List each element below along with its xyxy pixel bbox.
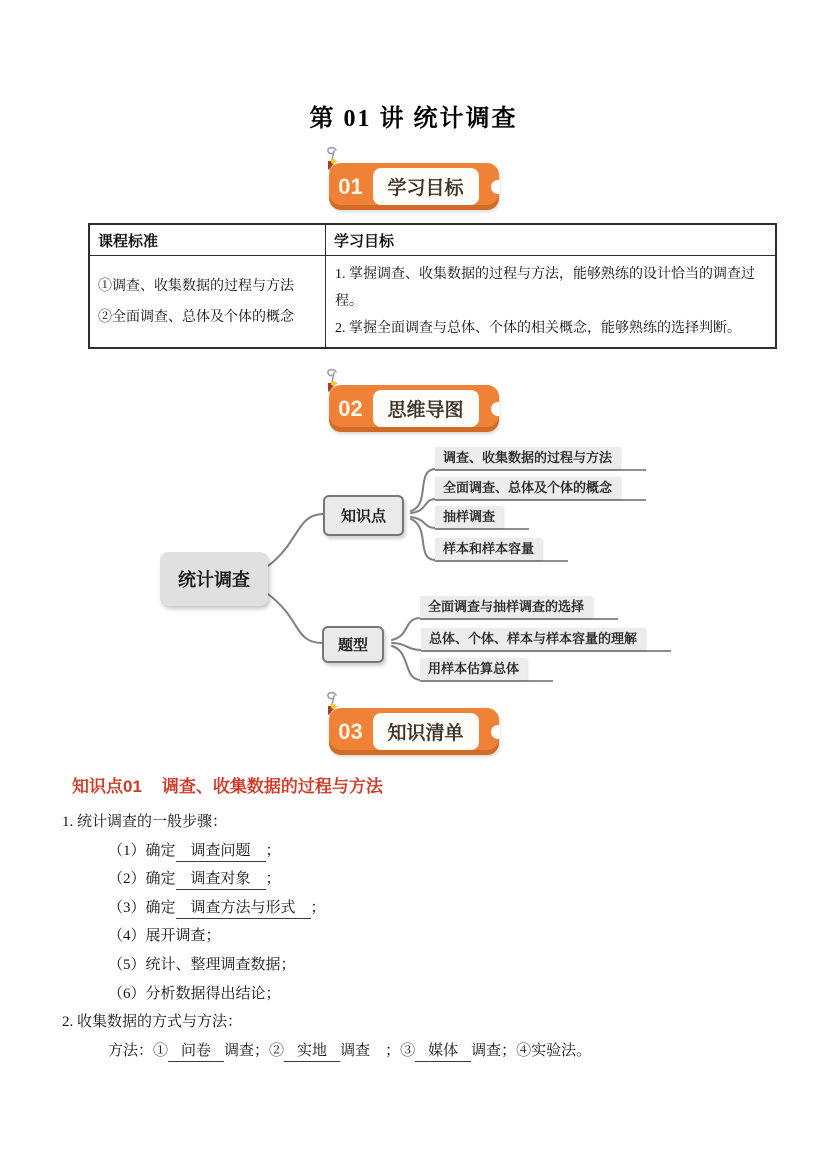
cell-course-standard bbox=[89, 256, 326, 349]
knowledge-list bbox=[62, 808, 792, 1065]
yellow-dot-icon bbox=[331, 159, 336, 164]
list-item: （3）确定 调查方法与形式 ； bbox=[108, 894, 792, 923]
standard-item: ①调查、收集数据的过程与方法 bbox=[98, 278, 294, 294]
section-label: 知识清单 bbox=[373, 713, 479, 750]
list-item: （4）展开调查； bbox=[108, 928, 221, 945]
fill-in-blank: 媒体 bbox=[415, 1042, 471, 1062]
page-title: 第 01 讲 统计调查 bbox=[309, 106, 518, 132]
objective-item: 1. 掌握调查、收集数据的过程与方法，能够熟练的设计恰当的调查过程。 bbox=[335, 267, 755, 309]
section-badge-knowledge-list bbox=[329, 708, 499, 754]
list-item: 2. 收集数据的方式与方法： bbox=[62, 1014, 243, 1031]
table-body-row bbox=[89, 256, 776, 349]
mindmap-leaf: 全面调查、总体及个体的概念 bbox=[435, 477, 646, 501]
list-item: （5）统计、整理调查数据； bbox=[108, 956, 296, 973]
knowledge-point-title: 调查、收集数据的过程与方法 bbox=[161, 777, 383, 796]
list-item: 1. 统计调查的一般步骤： bbox=[62, 814, 228, 830]
section-badge bbox=[329, 708, 499, 755]
mind-map bbox=[0, 440, 827, 700]
mindmap-leaf: 调查、收集数据的过程与方法 bbox=[435, 447, 646, 471]
header-learning-goal: 学习目标 bbox=[326, 224, 777, 256]
list-item-methods: 方法：① 问卷 调查；② 实地 调查 ；③ 媒体 调查；④实验法。 bbox=[108, 1037, 792, 1066]
list-item: （6）分析数据得出结论； bbox=[108, 985, 281, 1002]
mindmap-branch-knowledge-points: 知识点 bbox=[323, 495, 404, 536]
mindmap-branch-question-types: 题型 bbox=[322, 626, 384, 663]
fill-in-blank: 调查方法与形式 bbox=[176, 899, 311, 919]
mindmap-leaf: 用样本估算总体 bbox=[420, 658, 553, 682]
knowledge-point-heading bbox=[72, 772, 383, 797]
section-badge-mind-map bbox=[329, 385, 499, 431]
fill-in-blank: 实地 bbox=[284, 1042, 340, 1062]
cell-learning-goal bbox=[326, 256, 777, 349]
mindmap-leaf: 抽样调查 bbox=[435, 506, 529, 530]
yellow-dot-icon bbox=[331, 704, 336, 709]
section-label: 学习目标 bbox=[373, 168, 479, 205]
objective-item: 2. 掌握全面调查与总体、个体的相关概念，能够熟练的选择判断。 bbox=[335, 321, 741, 336]
goals-table bbox=[88, 223, 777, 349]
yellow-dot-icon bbox=[331, 381, 336, 386]
mindmap-leaf: 全面调查与抽样调查的选择 bbox=[420, 596, 618, 620]
section-badge-learning-goals bbox=[329, 163, 499, 209]
table-header-row bbox=[89, 224, 776, 256]
list-item: （2）确定 调查对象 ； bbox=[108, 865, 792, 894]
mindmap-leaf: 总体、个体、样本与样本容量的理解 bbox=[421, 628, 671, 652]
fill-in-blank: 调查对象 bbox=[176, 870, 266, 890]
mindmap-root-node: 统计调查 bbox=[160, 552, 268, 606]
mindmap-leaf: 样本和样本容量 bbox=[435, 538, 568, 562]
section-badge bbox=[329, 385, 499, 432]
section-label: 思维导图 bbox=[373, 390, 479, 427]
mindmap-connectors bbox=[0, 440, 827, 700]
section-number: 01 bbox=[338, 173, 363, 199]
header-course-standard: 课程标准 bbox=[89, 224, 326, 256]
standard-item: ②全面调查、总体及个体的概念 bbox=[98, 309, 294, 325]
list-item: （1）确定 调查问题 ； bbox=[108, 837, 792, 866]
section-number: 03 bbox=[338, 718, 363, 744]
fill-in-blank: 调查问题 bbox=[176, 842, 266, 862]
fill-in-blank: 问卷 bbox=[168, 1042, 224, 1062]
section-badge bbox=[329, 163, 499, 210]
knowledge-point-number: 知识点01 bbox=[72, 777, 142, 796]
section-number: 02 bbox=[338, 395, 363, 421]
